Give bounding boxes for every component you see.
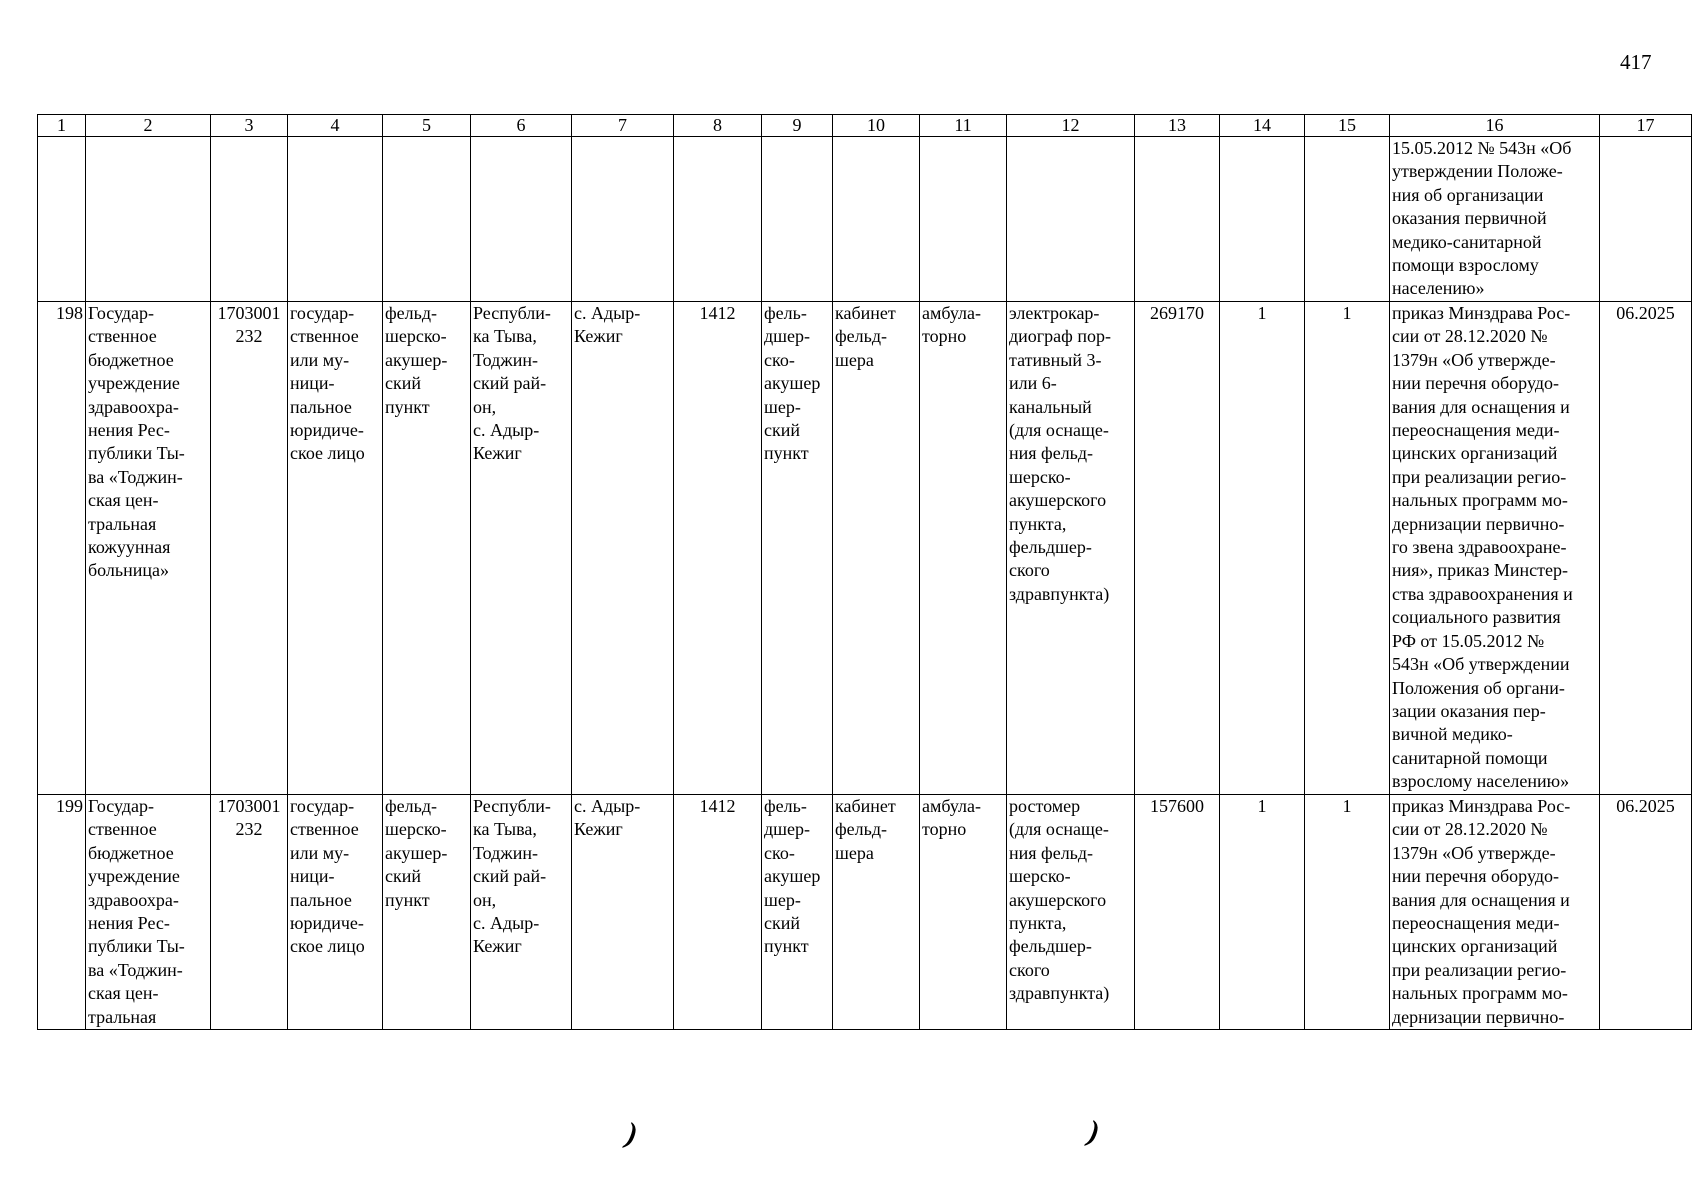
- cell-room: кабинет фельд- шера: [833, 302, 920, 795]
- cell-date: [1600, 137, 1692, 302]
- cell-facility: [762, 137, 833, 302]
- cell-number: 199: [38, 795, 86, 1030]
- column-header: 13: [1135, 115, 1220, 137]
- cell-date: 06.2025: [1600, 302, 1692, 795]
- column-header: 6: [471, 115, 572, 137]
- cell-care-mode: амбула- торно: [920, 302, 1007, 795]
- column-header: 3: [211, 115, 288, 137]
- cell-basis: 15.05.2012 № 543н «Об утверждении Положе- ния об организации оказания первичной медико-санитарной помощи взрослому населению»: [1390, 137, 1600, 302]
- cell-settlement: [572, 137, 674, 302]
- cell-equipment: ростомер (для оснаще- ния фельд- шерско- акушерского пункта, фельдшер- ского здравпункта): [1007, 795, 1135, 1030]
- column-header: 9: [762, 115, 833, 137]
- cell-population: 1412: [674, 795, 762, 1030]
- cell-unit-type: фельд- шерско- акушер- ский пункт: [383, 795, 471, 1030]
- cell-organization: Государ- ственное бюджетное учреждение здравоохра- нения Рес- публики Ты- ва «Тоджин- ская цен- тральная: [86, 795, 211, 1030]
- cell-basis: приказ Минздрава Рос- сии от 28.12.2020 № 1379н «Об утвержде- нии перечня оборудо- вания для оснащения и переоснащения меди- цинских организаций при реализации регио- нальных программ мо- дернизации первично-: [1390, 795, 1600, 1030]
- table-row: [38, 137, 1692, 302]
- cell-population: [674, 137, 762, 302]
- cell-equipment: электрокар- диограф пор- тативный 3- или 6- канальный (для оснаще- ния фельд- шерско- акушерского пункта, фельдшер- ского здравпункта): [1007, 302, 1135, 795]
- cell-quantity: 1: [1220, 795, 1305, 1030]
- column-header: 5: [383, 115, 471, 137]
- cell-code: 1703001 232: [211, 795, 288, 1030]
- column-header: 15: [1305, 115, 1390, 137]
- cell-quantity-total: 1: [1305, 795, 1390, 1030]
- cell-address: [471, 137, 572, 302]
- column-header: 12: [1007, 115, 1135, 137]
- cell-legal-form: государ- ственное или му- ници- пальное юридиче- ское лицо: [288, 795, 383, 1030]
- column-number-row: [38, 115, 1692, 137]
- cell-organization: Государ- ственное бюджетное учреждение здравоохра- нения Рес- публики Ты- ва «Тоджин- ская цен- тральная кожуунная больница»: [86, 302, 211, 795]
- cell-code: [211, 137, 288, 302]
- cell-cost: [1135, 137, 1220, 302]
- cell-care-mode: амбула- торно: [920, 795, 1007, 1030]
- cell-facility: фель- дшер- ско- акушер шер- ский пункт: [762, 302, 833, 795]
- cell-address: Республи- ка Тыва, Тоджин- ский рай- он, с. Адыр- Кежиг: [471, 302, 572, 795]
- column-header: 11: [920, 115, 1007, 137]
- cell-address: Республи- ка Тыва, Тоджин- ский рай- он, с. Адыр- Кежиг: [471, 795, 572, 1030]
- column-header: 10: [833, 115, 920, 137]
- cell-cost: 269170: [1135, 302, 1220, 795]
- scan-mark: ): [1086, 1114, 1102, 1149]
- cell-organization: [86, 137, 211, 302]
- table-row: [38, 302, 1692, 795]
- cell-code: 1703001 232: [211, 302, 288, 795]
- cell-settlement: с. Адыр- Кежиг: [572, 302, 674, 795]
- cell-cost: 157600: [1135, 795, 1220, 1030]
- cell-date: 06.2025: [1600, 795, 1692, 1030]
- column-header: 8: [674, 115, 762, 137]
- cell-legal-form: [288, 137, 383, 302]
- cell-basis: приказ Минздрава Рос- сии от 28.12.2020 № 1379н «Об утвержде- нии перечня оборудо- вания для оснащения и переоснащения меди- цинских организаций при реализации регио- нальных программ мо- дернизации первично- го звена здравоохране- ния», приказ Минстер- ства здравоохранения и социального развития РФ от 15.05.2012 № 543н «Об утверждении Положения об органи- зации оказания пер- вичной медико- санитарной помощи взрослому населению»: [1390, 302, 1600, 795]
- cell-equipment: [1007, 137, 1135, 302]
- cell-unit-type: [383, 137, 471, 302]
- cell-legal-form: государ- ственное или му- ници- пальное юридиче- ское лицо: [288, 302, 383, 795]
- cell-population: 1412: [674, 302, 762, 795]
- cell-quantity: 1: [1220, 302, 1305, 795]
- cell-quantity: [1220, 137, 1305, 302]
- column-header: 17: [1600, 115, 1692, 137]
- column-header: 1: [38, 115, 86, 137]
- cell-settlement: с. Адыр- Кежиг: [572, 795, 674, 1030]
- cell-quantity-total: 1: [1305, 302, 1390, 795]
- column-header: 7: [572, 115, 674, 137]
- scan-mark: ): [624, 1116, 640, 1151]
- page-number: 417: [1620, 50, 1652, 74]
- column-header: 16: [1390, 115, 1600, 137]
- cell-room: [833, 137, 920, 302]
- table-row: [38, 795, 1692, 1030]
- cell-facility: фель- дшер- ско- акушер шер- ский пункт: [762, 795, 833, 1030]
- cell-unit-type: фельд- шерско- акушер- ский пункт: [383, 302, 471, 795]
- column-header: 2: [86, 115, 211, 137]
- column-header: 14: [1220, 115, 1305, 137]
- cell-number: 198: [38, 302, 86, 795]
- cell-care-mode: [920, 137, 1007, 302]
- cell-quantity-total: [1305, 137, 1390, 302]
- cell-room: кабинет фельд- шера: [833, 795, 920, 1030]
- equipment-table: [37, 114, 1692, 1030]
- cell-number: [38, 137, 86, 302]
- column-header: 4: [288, 115, 383, 137]
